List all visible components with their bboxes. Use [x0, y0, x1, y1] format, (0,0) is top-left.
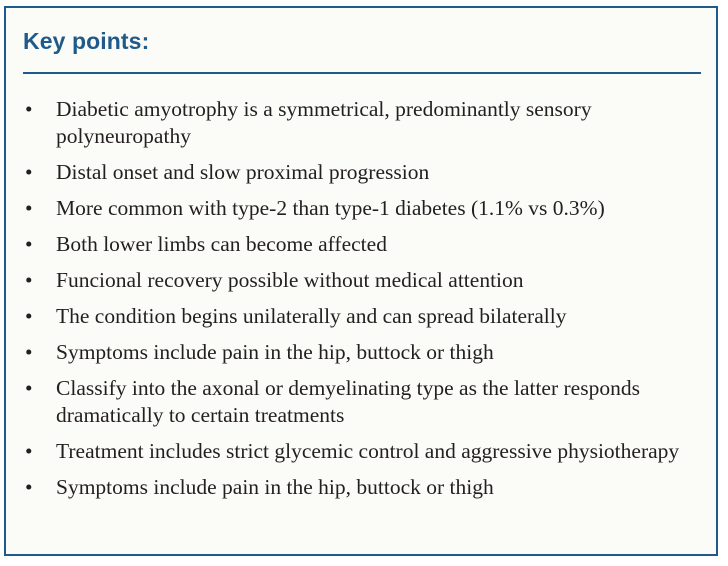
title-divider	[23, 72, 701, 74]
bullet-icon: •	[25, 376, 33, 400]
list-item-text: Symptoms include pain in the hip, buttock or thigh	[56, 475, 494, 499]
box-title: Key points:	[23, 28, 150, 54]
list-item	[6, 375, 706, 429]
list-item-text: Funcional recovery possible without medical attention	[56, 268, 524, 292]
bullet-icon: •	[25, 439, 33, 463]
key-points-box	[4, 6, 718, 556]
list-item	[6, 339, 706, 366]
bullet-icon: •	[25, 340, 33, 364]
key-points-list	[6, 96, 706, 510]
bullet-icon: •	[25, 196, 33, 220]
list-item-text: Diabetic amyotrophy is a symmetrical, predominantly sensory polyneuropathy	[56, 97, 592, 148]
bullet-icon: •	[25, 268, 33, 292]
bullet-icon: •	[25, 475, 33, 499]
bullet-icon: •	[25, 97, 33, 121]
list-item	[6, 159, 706, 186]
list-item-text: Classify into the axonal or demyelinating type as the latter responds dramatically to certain treatments	[56, 376, 640, 427]
list-item	[6, 474, 706, 501]
list-item	[6, 438, 706, 465]
list-item-text: More common with type-2 than type-1 diabetes (1.1% vs 0.3%)	[56, 196, 605, 220]
list-item-text: Both lower limbs can become affected	[56, 232, 387, 256]
list-item-text: Treatment includes strict glycemic control and aggressive physiotherapy	[56, 439, 680, 463]
list-item-text: Symptoms include pain in the hip, buttock or thigh	[56, 340, 494, 364]
list-item-text: The condition begins unilaterally and can spread bilaterally	[56, 304, 567, 328]
list-item	[6, 96, 706, 150]
bullet-icon: •	[25, 160, 33, 184]
bullet-icon: •	[25, 304, 33, 328]
list-item	[6, 231, 706, 258]
bullet-icon: •	[25, 232, 33, 256]
list-item-text: Distal onset and slow proximal progression	[56, 160, 430, 184]
list-item	[6, 267, 706, 294]
list-item	[6, 303, 706, 330]
list-item	[6, 195, 706, 222]
